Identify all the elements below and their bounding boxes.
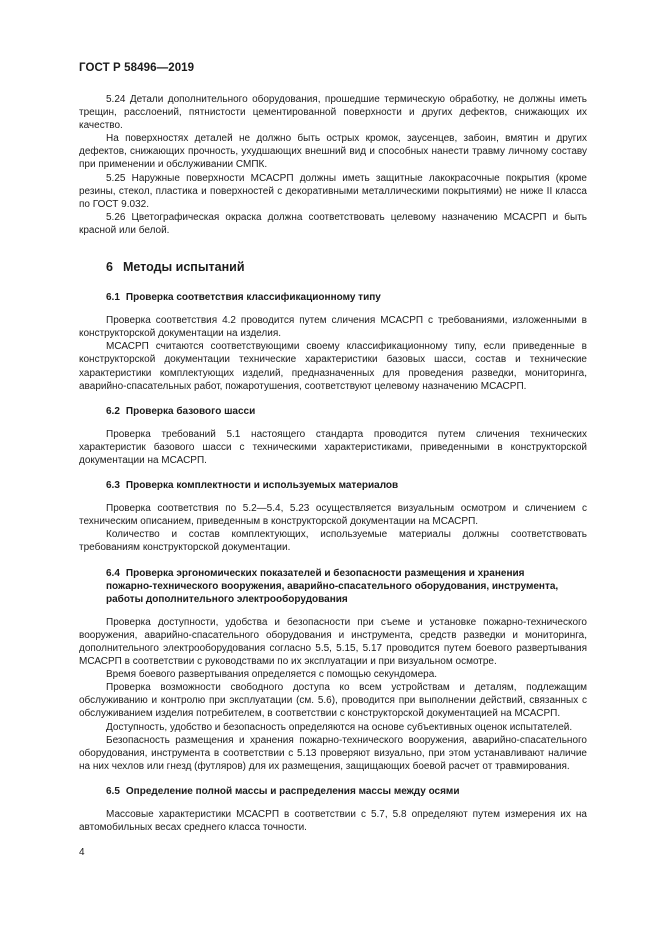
- paragraph: Время боевого развертывания определяется с помощью секундомера.: [106, 669, 438, 681]
- subsection-6-5-heading: [79, 785, 587, 798]
- paragraph: Проверка соответствия 4.2 проводится путем сличения МСАСРП с требованиями, изложенными в конструкторской документации на изделия.: [79, 315, 587, 340]
- paragraph: Проверка требований 5.1 настоящего стандарта проводится путем сличения технических характеристик базового шасси с техническими характеристиками, приведенными в конструкторской документации на МСАСРП.: [79, 428, 587, 466]
- paragraph-5-24: 5.24 Детали дополнительного оборудования, прошедшие термическую обработку, не должны иметь трещин, расслоений, пятнистости цементированной поверхности и других дефектов, снижающих их качество.: [79, 94, 587, 132]
- paragraph-surfaces: На поверхностях деталей не должно быть острых кромок, заусенцев, забоин, вмятин и других дефектов, снижающих прочность, ухудшающих внешний вид и способных нанести травму личному составу при применении и обслуживании СМПК.: [79, 133, 587, 171]
- subsection-6-3-heading: [79, 479, 587, 492]
- paragraph: Количество и состав комплектующих, используемые материалы должны соответствовать требованиям конструкторской документации.: [79, 529, 587, 554]
- subsection-title: Проверка соответствия классификационному типу: [125, 292, 381, 304]
- subsection-number: 6.2: [106, 405, 120, 417]
- paragraph: Проверка доступности, удобства и безопасности при съеме и установке пожарно-технического вооружения, аварийно-спасательного оборудования и инструмента, средств разведки и мониторинга, дополнительного электрооборудования согласно 5.5, 5.15, 5.17 проводится путем боевого развертывания МСАСРП в соответствии с руководствами по их эксплуатации и при визуальном осмотре.: [79, 616, 587, 668]
- section-title: Методы испытаний: [122, 260, 245, 275]
- subsection-6-1-heading: [79, 291, 587, 304]
- subsection-title: Проверка комплектности и используемых материалов: [125, 480, 399, 492]
- section-6-heading: [79, 260, 587, 275]
- paragraph: Безопасность размещения и хранения пожарно-технического вооружения, аварийно-спасательного оборудования, инструмента в соответствии с 5.13 проверяют визуально, при этом устанавливают наличие на них чехлов или гнезд (футляров) для их размещения, защищающих боевой расчет от травмирования.: [79, 734, 587, 772]
- subsection-number: 6.3: [106, 480, 120, 492]
- paragraph-5-25: 5.25 Наружные поверхности МСАСРП должны иметь защитные лакокрасочные покрытия (кроме резины, стекол, пластика и поверхностей с декоративными металлическими покрытиями) не ниже II класса по ГОСТ 9.032.: [79, 172, 587, 210]
- paragraph: МСАСРП считаются соответствующими своему классификационному типу, если приведенные в конструкторской документации технические характеристики базовых шасси, состав и технические характеристики комплектующих изделий, предназначенных для проведения разведки, мониторинга, аварийно-спасательных работ, пожаротушения, соответствуют целевому назначению МСАСРП.: [79, 341, 587, 392]
- paragraph: Проверка возможности свободного доступа ко всем устройствам и деталям, подлежащим обслуживанию и контролю при эксплуатации (см. 5.6), проводится при выполнении действий, связанных с обслуживанием изделия потребителем, в соответствии с конструкторской документацией на МСАСРП.: [79, 682, 587, 720]
- page-number: 4: [79, 847, 85, 858]
- subsection-title-line: Проверка эргономических показателей и безопасности размещения и хранения: [125, 567, 525, 579]
- paragraph: Массовые характеристики МСАСРП в соответствии с 5.7, 5.8 определяют путем измерения их на автомобильных весах среднего класса точности.: [79, 809, 587, 834]
- subsection-title-line: пожарно-технического вооружения, аварийно-спасательного оборудования, инструмента,: [106, 580, 559, 592]
- subsection-number: 6.4: [106, 567, 120, 579]
- subsection-6-4-heading: [79, 567, 587, 606]
- section-number: 6: [106, 260, 113, 275]
- paragraph: Доступность, удобство и безопасность определяются на основе субъективных оценок испытателей.: [106, 721, 573, 733]
- subsection-number: 6.1: [106, 292, 120, 304]
- paragraph-5-26: 5.26 Цветографическая окраска должна соответствовать целевому назначению МСАСРП и быть красной или белой.: [79, 211, 587, 236]
- document-body: [79, 93, 587, 834]
- document-header: ГОСТ Р 58496—2019: [79, 62, 195, 74]
- subsection-number: 6.5: [106, 785, 120, 797]
- subsection-6-2-heading: [79, 405, 587, 418]
- subsection-title: Проверка базового шасси: [125, 405, 256, 417]
- paragraph: Проверка соответствия по 5.2—5.4, 5.23 осуществляется визуальным осмотром и сличением с техническим описанием, приведенным в конструкторской документации на МСАСРП.: [79, 503, 587, 528]
- subsection-title-line: работы дополнительного электрооборудования: [106, 593, 348, 605]
- subsection-title: Определение полной массы и распределения массы между осями: [125, 785, 460, 797]
